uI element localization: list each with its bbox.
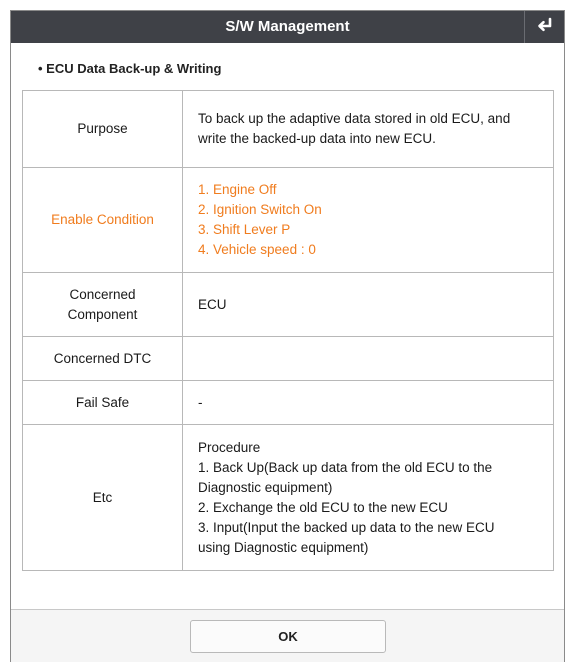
return-arrow-icon [536, 17, 554, 38]
concerned-dtc-label: Concerned DTC [23, 337, 183, 381]
component-label-line: Component [67, 306, 138, 322]
section-heading: • ECU Data Back-up & Writing [38, 61, 222, 76]
row-purpose [23, 91, 554, 168]
sw-management-dialog [10, 10, 565, 662]
ok-button[interactable]: OK [190, 620, 386, 653]
condition-line: 1. Engine Off [198, 182, 277, 197]
condition-line: 2. Ignition Switch On [198, 202, 322, 217]
row-enable-condition [23, 168, 554, 273]
row-concerned-component [23, 273, 554, 337]
concerned-component-value: ECU [183, 273, 554, 337]
dialog-title: S/W Management [225, 18, 350, 35]
condition-line: 4. Vehicle speed : 0 [198, 242, 316, 257]
fail-safe-label: Fail Safe [23, 381, 183, 425]
info-table [22, 90, 554, 571]
concerned-component-label [23, 273, 183, 337]
etc-line: 2. Exchange the old ECU to the new ECU [198, 499, 448, 515]
etc-line: 1. Back Up(Back up data from the old ECU to the [198, 459, 493, 475]
enable-condition-value [183, 168, 554, 273]
purpose-line: To back up the adaptive data stored in old ECU, and [198, 111, 511, 126]
back-button[interactable] [524, 11, 564, 43]
purpose-label: Purpose [23, 91, 183, 168]
etc-label: Etc [23, 425, 183, 571]
fail-safe-value: - [183, 381, 554, 425]
row-concerned-dtc [23, 337, 554, 381]
component-label-line: Concerned [69, 286, 136, 302]
title-bar [11, 11, 564, 43]
dialog-footer [11, 609, 564, 662]
row-fail-safe [23, 381, 554, 425]
etc-line: using Diagnostic equipment) [198, 539, 369, 555]
etc-line: Diagnostic equipment) [198, 479, 333, 495]
etc-line: Procedure [198, 439, 261, 455]
concerned-dtc-value [183, 337, 554, 381]
etc-value [183, 425, 554, 571]
purpose-value [183, 91, 554, 168]
enable-condition-label: Enable Condition [23, 168, 183, 273]
purpose-line: write the backed-up data into new ECU. [198, 131, 436, 146]
row-etc [23, 425, 554, 571]
condition-line: 3. Shift Lever P [198, 222, 291, 237]
etc-line: 3. Input(Input the backed up data to the new ECU [198, 519, 495, 535]
